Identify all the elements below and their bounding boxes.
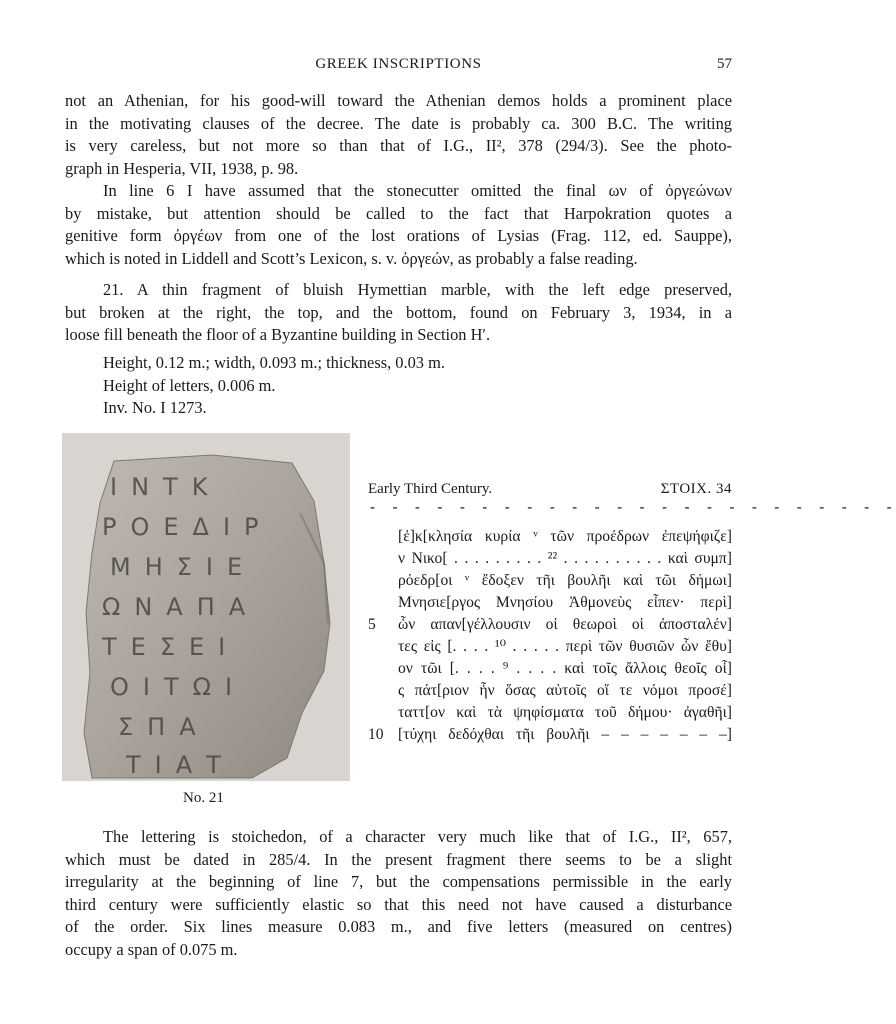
letter-height-line: Height of letters, 0.006 m. xyxy=(103,375,276,395)
text-line: is very careless, but not more so than that of I.G., II², 378 (294/3). See the photo- xyxy=(65,136,732,156)
dimensions-line: Height, 0.12 m.; width, 0.093 m.; thickness, 0.03 m. xyxy=(103,353,445,372)
text-line: occupy a span of 0.075 m. xyxy=(65,939,238,959)
page-number: 57 xyxy=(717,56,732,72)
stone-letter-row: ΡΟΕΔΙΡ xyxy=(102,513,273,541)
text-line: third century were sufficiently elastic so that this need not have caused a disturbance xyxy=(65,894,732,914)
stone-letter-row: ΤΕΣΕΙ xyxy=(102,633,240,661)
text-line: irregularity at the beginning of line 7, but the compensations permissible in the early xyxy=(65,872,732,892)
inscription-line xyxy=(368,702,732,724)
inscription-line xyxy=(368,614,732,636)
stone-letter-row: ΤΙΑΤ xyxy=(126,751,235,779)
text-line: In line 6 I have assumed that the stonecutter omitted the final ων of ὀργεώνων xyxy=(103,181,732,200)
text-line: but broken at the right, the top, and the bottom, found on February 3, 1934, in a xyxy=(65,302,732,322)
lacuna-dashes: - - - - - - - - - - - - - - - - - - - - - - - - xyxy=(368,498,896,516)
inscription-line xyxy=(368,680,732,702)
paragraph-lettering-commentary xyxy=(65,826,732,962)
line-text: ς πάτ[ριον ἦν ὅσας αὐτοῖς οἵ τε νόμοι προσέ] xyxy=(398,682,732,699)
paragraph-continuation xyxy=(65,90,732,180)
line-text: [ἐ]κ[κλησία κυρία ᵛ τῶν προέδρων ἐπεψήφιζε] xyxy=(398,528,732,545)
line-text: [τύχηι δεδόχθαι τῆι βουλῆι – – – – – – –] xyxy=(398,726,732,743)
stone-letter-row: ΩΝΑΠΑ xyxy=(102,593,260,621)
stoichedon-count: ΣΤΟΙΧ. 34 xyxy=(660,481,732,497)
text-line: in the motivating clauses of the decree. The date is probably ca. 300 B.C. The writing xyxy=(65,113,732,133)
line-text: Μνησιε[ργος Μνησίου Ἀθμονεὺς εἶπεν· περὶ] xyxy=(398,594,732,611)
stone-letter-row: ΙΝΤΚ xyxy=(110,473,222,501)
inventory-line: Inv. No. I 1273. xyxy=(103,398,207,418)
stone-letter-row: ΣΠΑ xyxy=(118,713,210,741)
text-line: The lettering is stoichedon, of a character very much like that of I.G., II², 657, xyxy=(103,827,732,846)
line-text: ὧν απαν[γέλλουσιν οἱ θεωροὶ οἱ ἀποσταλέν] xyxy=(398,616,732,633)
paragraph-entry-21 xyxy=(65,279,732,347)
line-text: ταττ[ον καὶ τὰ ψηφίσματα τοῦ δήμου· ἀγαθῆι] xyxy=(398,704,732,721)
line-number: 10 xyxy=(368,726,384,743)
inscription-line xyxy=(368,548,732,570)
line-text: τες εἰς [. . . . ¹⁰ . . . . . περὶ τῶν θυσιῶν ὧν ἔθυ] xyxy=(398,638,732,655)
text-line: genitive form ὀργέων from one of the lost orations of Lysias (Frag. 112, ed. Sauppe), xyxy=(65,226,732,246)
text-line: which is noted in Liddell and Scott’s Lexicon, s. v. ὀργεών, as probably a false reading. xyxy=(65,248,638,268)
inscription-date: Early Third Century. xyxy=(368,481,493,497)
inscription-line xyxy=(368,592,732,614)
entry-heading-line: 21. A thin fragment of bluish Hymettian marble, with the left edge preserved, xyxy=(103,280,732,299)
inscription-text xyxy=(368,526,732,746)
line-number: 5 xyxy=(368,616,376,633)
inscription-line xyxy=(368,658,732,680)
figure-caption: No. 21 xyxy=(183,790,224,806)
paragraph-line6-note xyxy=(65,180,732,270)
running-header xyxy=(65,56,732,78)
fragment-photograph xyxy=(62,433,350,781)
measurements-block xyxy=(103,352,445,420)
inscription-line xyxy=(368,724,732,746)
inscription-line xyxy=(368,570,732,592)
text-line: loose fill beneath the floor of a Byzantine building in Section Η′. xyxy=(65,325,491,345)
text-line: of the order. Six lines measure 0.083 m., and five letters (measured on centres) xyxy=(65,917,732,937)
inscription-line xyxy=(368,526,732,548)
line-text: ον τῶι [. . . . ⁹ . . . . καὶ τοῖς ἄλλοις θεοῖς οἷ] xyxy=(398,660,732,677)
running-title: GREEK INSCRIPTIONS xyxy=(315,56,482,72)
stone-letter-row: ΜΗΣΙΕ xyxy=(110,553,257,581)
inscription-line xyxy=(368,636,732,658)
text-line: not an Athenian, for his good-will toward the Athenian demos holds a prominent place xyxy=(65,91,732,110)
text-line: graph in Hesperia, VII, 1938, p. 98. xyxy=(65,158,299,178)
stone-letter-row: ΟΙΤΩΙ xyxy=(110,673,247,701)
stone-fragment-image xyxy=(62,433,350,781)
line-text: ρόεδρ[οι ᵛ ἔδοξεν τῆι βουλῆι καὶ τῶι δήμωι] xyxy=(398,572,732,589)
line-text: ν Νικο[ . . . . . . . . . ²² . . . . . . . . . . καὶ συμπ] xyxy=(398,550,732,567)
text-line: by mistake, but attention should be called to the fact that Harpokration quotes a xyxy=(65,203,732,223)
text-line: which must be dated in 285/4. In the present fragment there seems to be a slight xyxy=(65,849,732,869)
